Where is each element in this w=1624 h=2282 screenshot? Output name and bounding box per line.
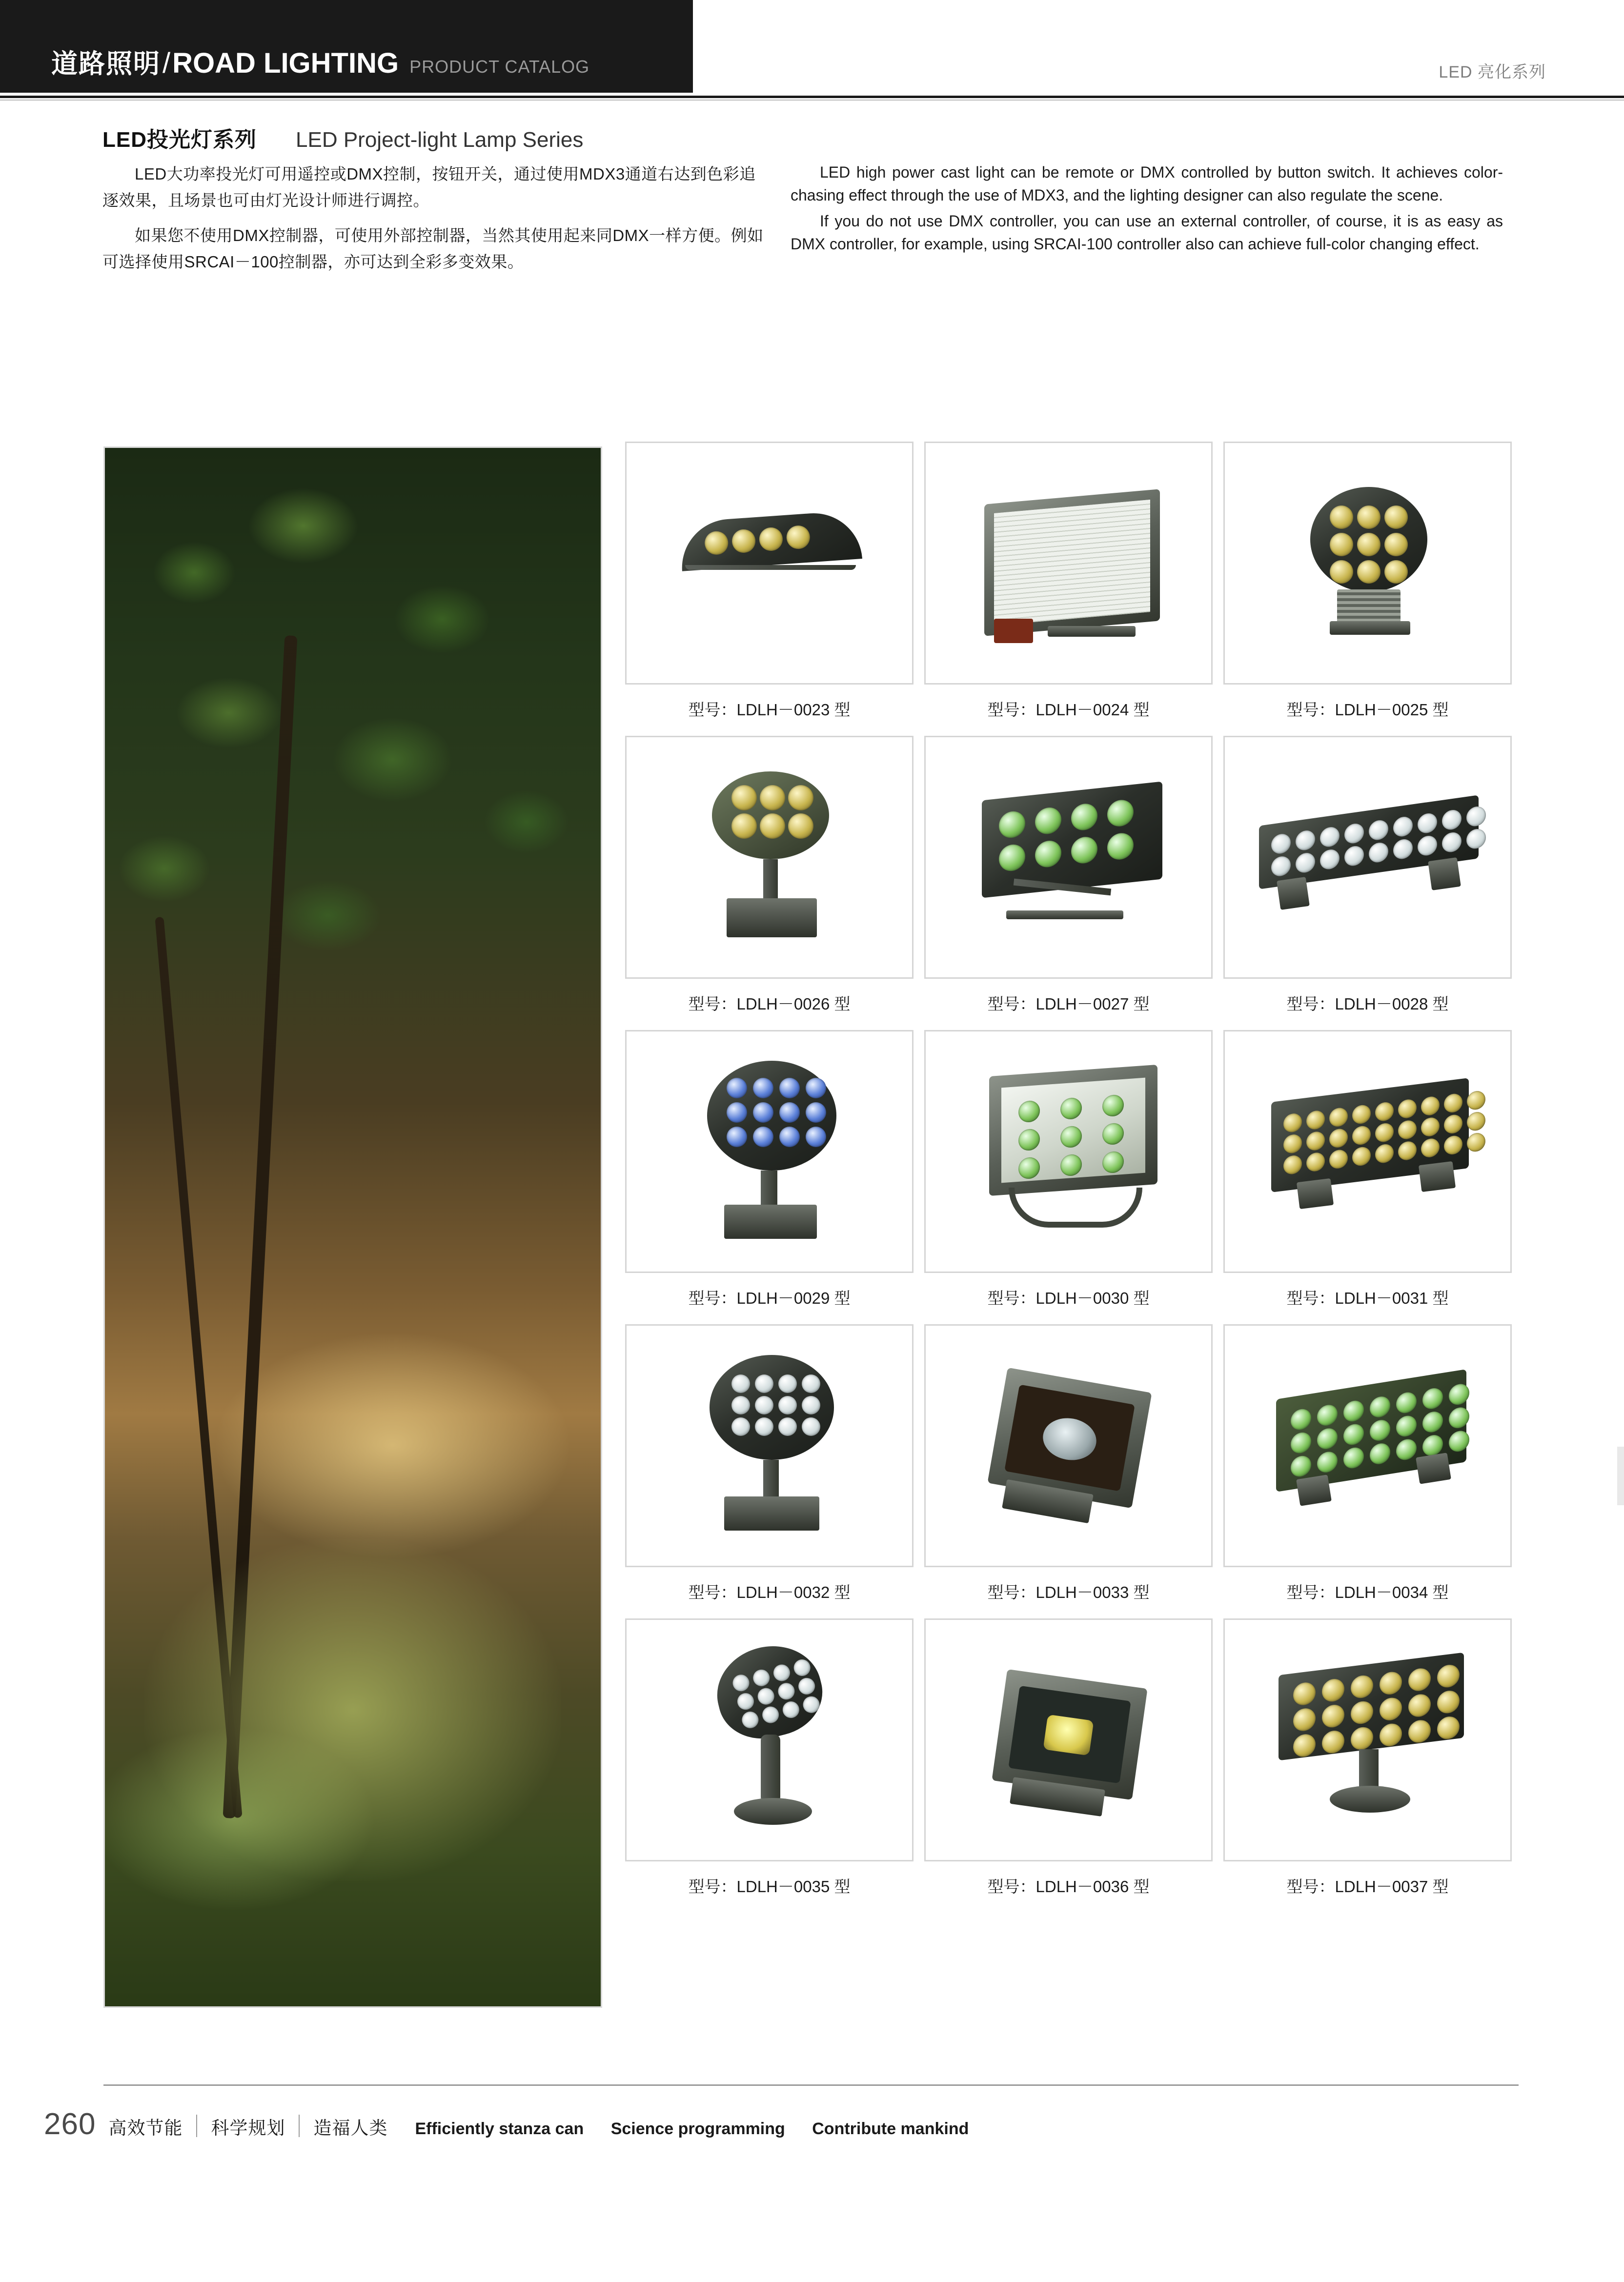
product-cell[interactable] <box>620 442 919 736</box>
cob-floodlight-icon <box>924 1618 1213 1861</box>
product-caption: 型号：LDLH－0024 型 <box>987 701 1150 719</box>
product-cell[interactable] <box>919 1618 1218 1913</box>
header-subtitle-en: PRODUCT CATALOG <box>409 57 590 77</box>
section-heading-cn: LED投光灯系列 <box>102 128 257 152</box>
product-caption: 型号：LDLH－0027 型 <box>987 995 1150 1013</box>
product-caption: 型号：LDLH－0036 型 <box>987 1878 1150 1896</box>
product-caption: 型号：LDLH－0026 型 <box>688 995 851 1013</box>
product-row <box>620 736 1518 1030</box>
rect-12led-floodlight-icon <box>924 736 1213 979</box>
header-title-separator: / <box>162 47 171 79</box>
product-cell[interactable] <box>1218 1324 1517 1618</box>
square-9led-floodlight-icon <box>924 1030 1213 1273</box>
footer-slogan-cn-2: 科学规划 <box>211 2118 285 2138</box>
product-caption: 型号：LDLH－0033 型 <box>987 1583 1150 1601</box>
section-heading <box>102 122 583 153</box>
product-cell[interactable] <box>620 1030 919 1324</box>
product-cell[interactable] <box>919 736 1218 1030</box>
page-edge-mark <box>1617 1447 1624 1505</box>
intro-text-english <box>791 161 1503 256</box>
footer-slogan-cn-3: 造福人类 <box>313 2118 388 2138</box>
product-cell[interactable] <box>620 1618 919 1913</box>
product-cell[interactable] <box>620 1324 919 1618</box>
footer-slogan-en-1: Efficiently stanza can <box>415 2120 584 2138</box>
product-cell[interactable] <box>919 1030 1218 1324</box>
content-area <box>0 442 1624 2047</box>
header-rule-thick <box>0 96 1624 98</box>
product-cell[interactable] <box>1218 1618 1517 1913</box>
intro-en-paragraph-2: If you do not use DMX controller, you can use an external controller, of course, it is as easy as DMX controller, for example, using SRCAI-100 controller also can achieve full-color changing effect. <box>791 212 1503 253</box>
intro-cn-paragraph-1: LED大功率投光灯可用遥控或DMX控制，按钮开关，通过使用MDX3通道右达到色彩追逐效果，且场景也可由灯光设计师进行调控。 <box>102 165 756 209</box>
section-heading-en: LED Project-light Lamp Series <box>296 128 584 152</box>
product-caption: 型号：LDLH－0031 型 <box>1286 1289 1449 1307</box>
panel-floodlight-icon <box>924 442 1213 685</box>
product-row <box>620 1618 1518 1913</box>
product-caption: 型号：LDLH－0025 型 <box>1286 701 1449 719</box>
intro-text-chinese <box>102 161 771 275</box>
footer-slogan-en-3: Contribute mankind <box>812 2120 969 2138</box>
product-caption: 型号：LDLH－0030 型 <box>987 1289 1150 1307</box>
footer-slogans-en <box>415 2120 991 2139</box>
intro-cn-paragraph-2: 如果您不使用DMX控制器，可使用外部控制器，当然其使用起来同DMX一样方便。例如可选择使用SRCAI－100控制器，亦可达到全彩多变效果。 <box>102 226 764 271</box>
product-cell[interactable] <box>1218 736 1517 1030</box>
ground-light-glow <box>144 1539 561 1882</box>
product-caption: 型号：LDLH－0023 型 <box>688 701 851 719</box>
product-caption: 型号：LDLH－0037 型 <box>1286 1878 1449 1896</box>
product-row <box>620 1324 1518 1618</box>
footer-slogan-en-2: Science programming <box>610 2120 785 2138</box>
footer-divider <box>196 2115 197 2137</box>
header-rule-thin <box>0 100 1624 101</box>
product-cell[interactable] <box>1218 1030 1517 1324</box>
arc-floodlight-icon <box>625 442 914 685</box>
product-grid <box>620 442 1518 1913</box>
product-caption: 型号：LDLH－0035 型 <box>688 1878 851 1896</box>
footer-rule <box>103 2084 1519 2086</box>
linear-wall-washer-icon <box>1223 736 1512 979</box>
round-white-led-spotlight-icon <box>625 1324 914 1567</box>
rect-30led-base-floodlight-icon <box>1223 1618 1512 1861</box>
header-title-en: ROAD LIGHTING <box>172 47 399 79</box>
product-caption: 型号：LDLH－0028 型 <box>1286 995 1449 1013</box>
header-title <box>51 43 589 81</box>
intro-en-paragraph-1: LED high power cast light can be remote or DMX controlled by button switch. It achieves color-chasing effect through the use of MDX3, and the lighting designer can also regulate the scene. <box>791 163 1503 204</box>
garden-stake-spotlight-icon <box>625 1618 914 1861</box>
round-7led-amber-spotlight-icon <box>625 736 914 979</box>
rect-36led-floodlight-icon <box>1223 1030 1512 1273</box>
header-series-label: LED 亮化系列 <box>1439 63 1546 81</box>
page-header <box>0 0 1624 102</box>
rect-35led-green-floodlight-icon <box>1223 1324 1512 1567</box>
product-caption: 型号：LDLH－0034 型 <box>1286 1583 1449 1601</box>
hero-photo <box>103 446 602 2008</box>
footer-slogan-cn-1: 高效节能 <box>108 2118 183 2138</box>
single-lens-floodlight-icon <box>924 1324 1213 1567</box>
product-cell[interactable] <box>919 442 1218 736</box>
footer-content <box>44 2107 991 2141</box>
footer-divider <box>299 2115 300 2137</box>
round-9led-spotlight-icon <box>1223 442 1512 685</box>
product-row <box>620 442 1518 736</box>
product-cell[interactable] <box>919 1324 1218 1618</box>
product-cell[interactable] <box>620 736 919 1030</box>
product-row <box>620 1030 1518 1324</box>
product-caption: 型号：LDLH－0029 型 <box>688 1289 851 1307</box>
header-title-cn: 道路照明 <box>51 49 161 79</box>
round-18led-blue-spotlight-icon <box>625 1030 914 1273</box>
page-number: 260 <box>44 2107 96 2141</box>
product-cell[interactable] <box>1218 442 1517 736</box>
product-caption: 型号：LDLH－0032 型 <box>688 1583 851 1601</box>
